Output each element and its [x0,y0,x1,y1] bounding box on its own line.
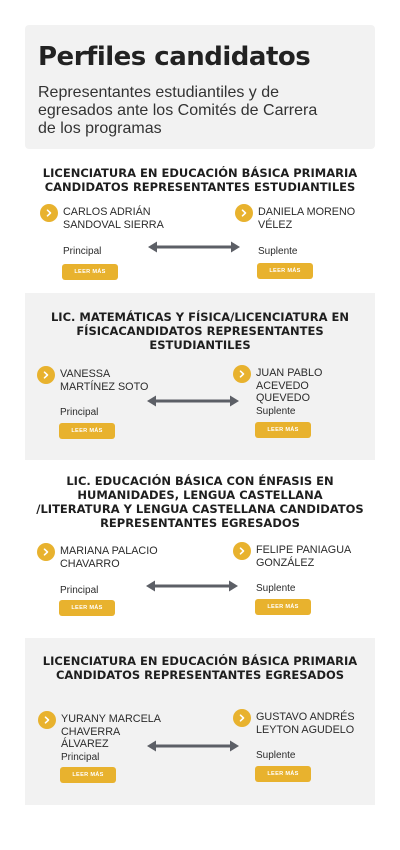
section-primaria-egresados [25,638,375,805]
candidate-suplente [233,542,353,622]
section-primaria-estudiantiles [25,150,375,288]
header-panel [25,25,375,149]
read-more-button[interactable]: LEER MÁS [62,264,118,280]
chevron-right-icon [38,711,56,729]
double-arrow-icon [147,394,239,408]
section-title: LICENCIATURA EN EDUCACIÓN BÁSICA PRIMARIA CANDIDATOS REPRESENTANTES ESTUDIANTILES [42,166,358,194]
chevron-right-icon [233,709,251,727]
candidate-suplente [233,365,353,445]
read-more-button[interactable]: LEER MÁS [59,423,115,439]
read-more-button[interactable]: LEER MÁS [255,766,311,782]
candidate-name: JUAN PABLO ACEVEDO QUEVEDO [256,367,323,405]
chevron-right-icon [40,204,58,222]
candidate-principal [37,543,157,623]
candidate-principal [40,204,164,284]
candidate-role: Principal [63,246,102,257]
read-more-button[interactable]: LEER MÁS [255,422,311,438]
candidate-name: VANESSA MARTÍNEZ SOTO [60,368,149,393]
candidate-name: MARIANA PALACIO CHAVARRO [60,545,158,570]
candidate-role: Suplente [256,750,296,761]
candidate-principal [37,366,157,446]
candidate-role: Principal [61,752,100,763]
section-title: LIC. MATEMÁTICAS Y FÍSICA/LICENCIATURA EN FÍSICACANDIDATOS REPRESENTANTES ESTUDIANTILES [50,310,349,352]
page-title: Perfiles candidatos [38,42,311,72]
read-more-button[interactable]: LEER MÁS [60,767,116,783]
candidate-name: YURANY MARCELA CHAVERRA ÁLVAREZ [61,713,161,751]
chevron-right-icon [233,365,251,383]
section-humanidades-egresados [25,460,375,632]
candidate-role: Principal [60,407,99,418]
candidate-suplente [235,204,355,284]
candidate-role: Suplente [256,583,296,594]
section-title: LIC. EDUCACIÓN BÁSICA CON ÉNFASIS EN HUMANIDADES, LENGUA CASTELLANA /LITERATURA Y LENGUA CASTELLANA CANDIDATOS REPRESENTANTES EGRESADOS [36,474,364,530]
candidate-principal [38,711,161,791]
chevron-right-icon [233,542,251,560]
double-arrow-icon [148,240,240,254]
double-arrow-icon [146,579,238,593]
candidate-suplente [233,709,353,789]
candidate-role: Suplente [256,406,296,417]
chevron-right-icon [235,204,253,222]
candidate-role: Principal [60,585,99,596]
candidate-role: Suplente [258,246,298,257]
read-more-button[interactable]: LEER MÁS [255,599,311,615]
candidate-name: GUSTAVO ANDRÉS LEYTON AGUDELO [256,711,355,736]
section-title: LICENCIATURA EN EDUCACIÓN BÁSICA PRIMARIA CANDIDATOS REPRESENTANTES EGRESADOS [42,654,358,682]
section-matematicas-fisica [25,293,375,460]
chevron-right-icon [37,543,55,561]
candidate-name: FELIPE PANIAGUA GONZÁLEZ [256,544,351,569]
read-more-button[interactable]: LEER MÁS [59,600,115,616]
double-arrow-icon [147,739,239,753]
candidate-name: DANIELA MORENO VÉLEZ [258,206,356,231]
candidate-name: CARLOS ADRIÁN SANDOVAL SIERRA [63,206,164,231]
chevron-right-icon [37,366,55,384]
read-more-button[interactable]: LEER MÁS [257,263,313,279]
page-subtitle: Representantes estudiantiles y de egresados ante los Comités de Carrera de los programas [38,83,318,137]
